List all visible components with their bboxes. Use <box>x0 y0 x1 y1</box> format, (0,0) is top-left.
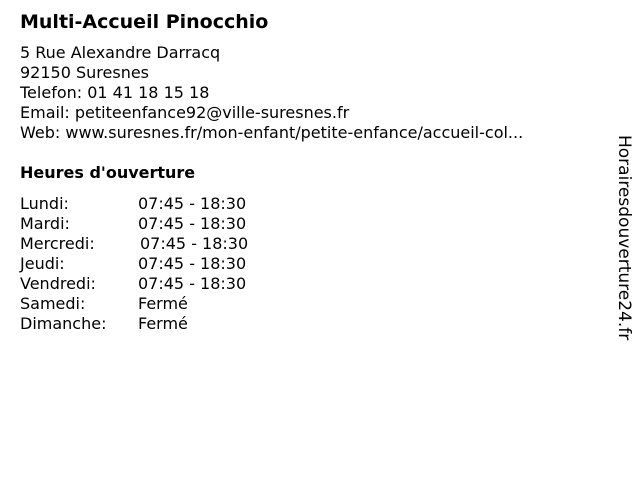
hours-row-vendredi <box>20 274 248 294</box>
day-label: Lundi: <box>20 194 69 213</box>
site-watermark: Horairesdouverture24.fr <box>614 135 634 341</box>
hours-row-mardi <box>20 214 248 234</box>
day-label: Mercredi: <box>20 234 95 253</box>
phone-number: Telefon: 01 41 18 15 18 <box>20 83 210 102</box>
hours-row-samedi <box>20 294 248 314</box>
day-label: Vendredi: <box>20 274 96 293</box>
hours-row-dimanche <box>20 314 248 334</box>
opening-hours-heading: Heures d'ouverture <box>20 163 196 182</box>
day-label: Samedi: <box>20 294 86 313</box>
opening-hours-table <box>20 194 248 334</box>
time-value: Fermé <box>138 294 188 313</box>
address-city: 92150 Suresnes <box>20 63 150 82</box>
time-value: 07:45 - 18:30 <box>138 254 247 273</box>
hours-row-jeudi <box>20 254 248 274</box>
email-address: Email: petiteenfance92@ville-suresnes.fr <box>20 103 350 122</box>
time-value: 07:45 - 18:30 <box>138 194 247 213</box>
time-value: Fermé <box>138 314 188 333</box>
hours-row-lundi <box>20 194 248 214</box>
day-label: Mardi: <box>20 214 70 233</box>
address-street: 5 Rue Alexandre Darracq <box>20 43 221 62</box>
time-value: 07:45 - 18:30 <box>140 234 249 253</box>
hours-row-mercredi <box>20 234 248 254</box>
time-value: 07:45 - 18:30 <box>138 274 247 293</box>
time-value: 07:45 - 18:30 <box>138 214 247 233</box>
business-name: Multi-Accueil Pinocchio <box>20 11 269 33</box>
day-label: Dimanche: <box>20 314 107 333</box>
contact-info <box>20 43 523 143</box>
website-link: Web: www.suresnes.fr/mon-enfant/petite-enfance/accueil-col... <box>20 123 524 142</box>
day-label: Jeudi: <box>20 254 65 273</box>
